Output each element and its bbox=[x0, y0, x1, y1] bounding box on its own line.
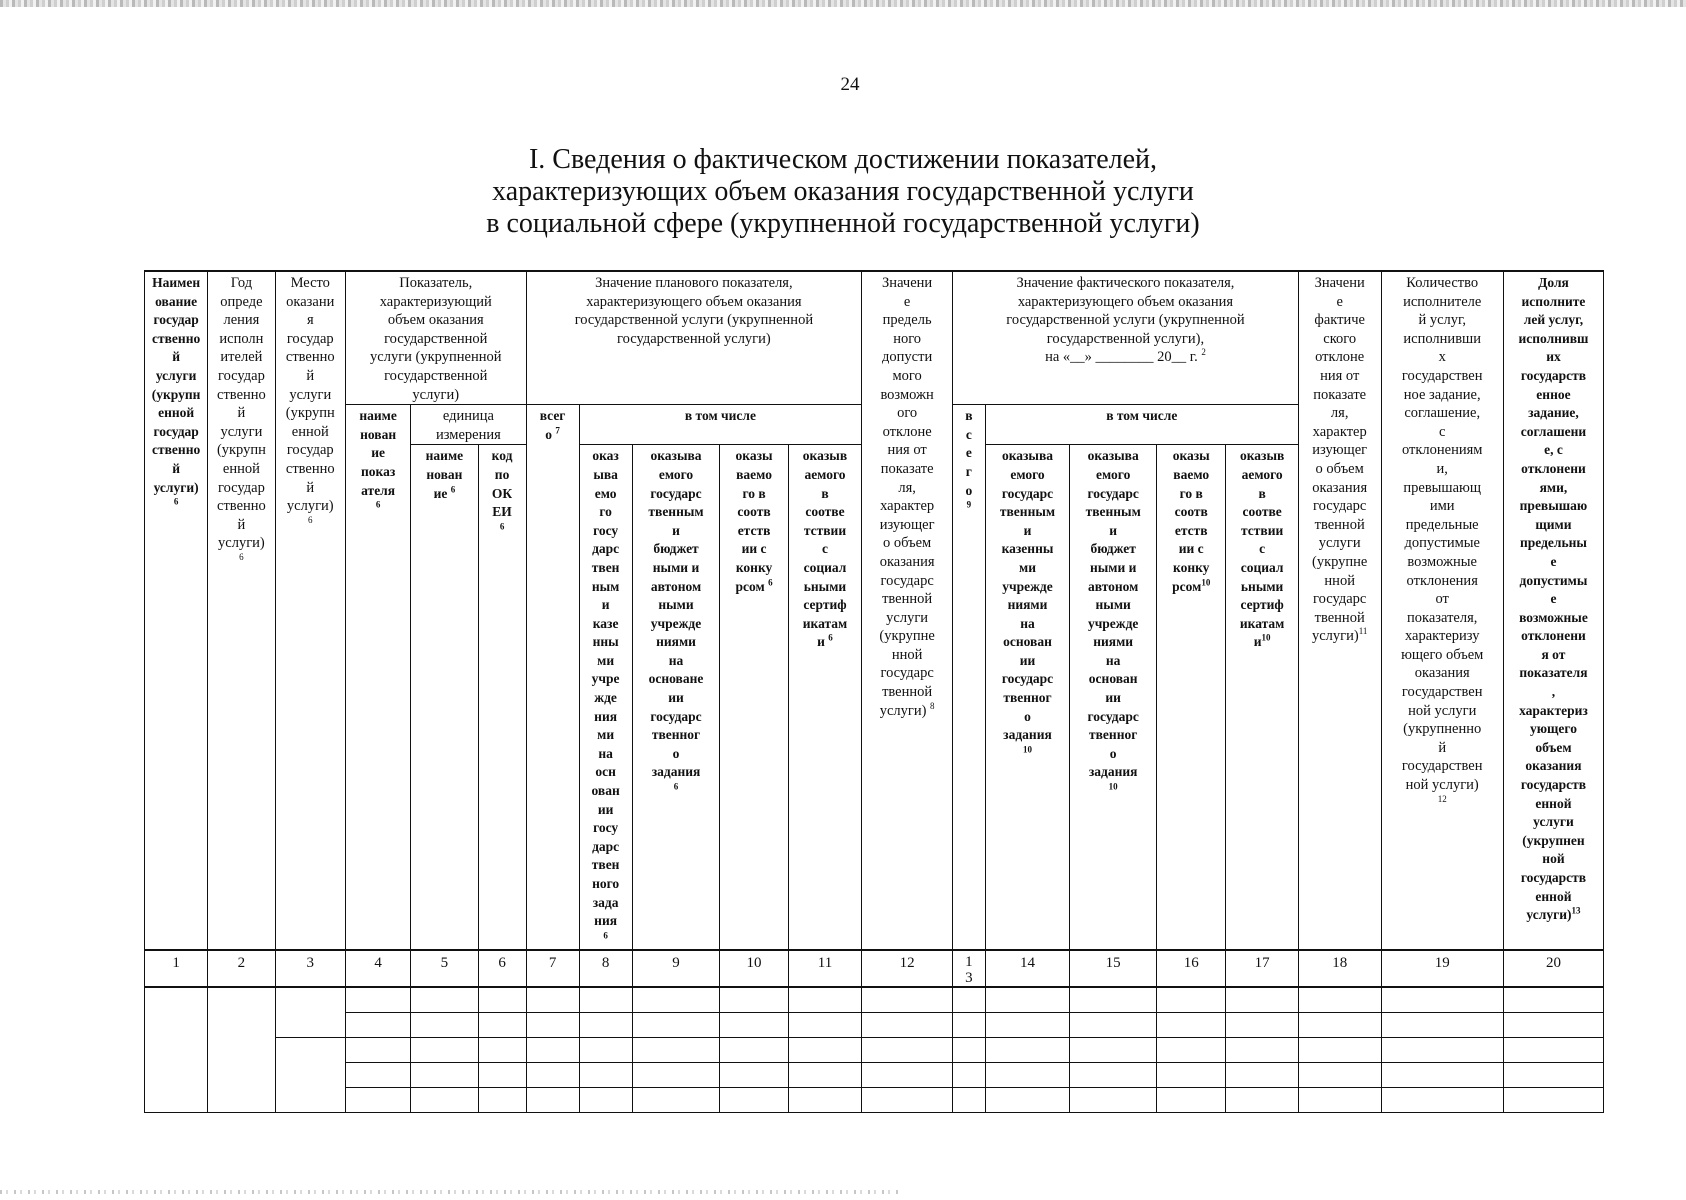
table-cell[interactable] bbox=[1298, 1038, 1381, 1063]
table-cell[interactable] bbox=[345, 987, 410, 1013]
table-cell[interactable] bbox=[720, 1063, 788, 1088]
table-cell[interactable] bbox=[1298, 987, 1381, 1013]
table-cell[interactable] bbox=[862, 1063, 953, 1088]
table-cell[interactable] bbox=[720, 1038, 788, 1063]
header-fact-state-treasury: оказыва емого государс твенным и казенны ми учрежде ниями на основан ии государс твенног о задания $^{10}$ bbox=[985, 445, 1070, 951]
table-cell[interactable] bbox=[275, 1038, 345, 1113]
table-row bbox=[145, 1088, 1604, 1113]
column-number: 2 bbox=[208, 950, 275, 987]
table-cell[interactable] bbox=[862, 987, 953, 1013]
header-performers-count: Количество исполнителе й услуг, исполнивши х государствен ное задание, соглашение, с отклонениям и, превышающ ими предельные допустимые возможные отклонения от показателя, характеризу ющего объем оказания государствен ной услуги (укрупненно й государствен ной услуги) $^{12}$ bbox=[1381, 271, 1503, 950]
header-fact-budget-autonomous: оказыва емого государс твенным и бюджет ными и автоном ными учрежде ниями на основан ии государс твенног о задания $^{10}$ bbox=[1070, 445, 1157, 951]
header-plan-total: всег о $^7$ bbox=[526, 405, 579, 951]
column-number: 11 bbox=[788, 950, 862, 987]
column-number: 18 bbox=[1298, 950, 1381, 987]
column-number: 19 bbox=[1381, 950, 1503, 987]
table-cell[interactable] bbox=[1070, 1088, 1157, 1113]
table-cell[interactable] bbox=[632, 1038, 720, 1063]
table-cell[interactable] bbox=[1070, 1063, 1157, 1088]
column-number: 10 bbox=[720, 950, 788, 987]
table-cell[interactable] bbox=[720, 1013, 788, 1038]
table-cell[interactable] bbox=[1503, 1063, 1603, 1088]
column-number: 20 bbox=[1503, 950, 1603, 987]
table-cell[interactable] bbox=[1157, 1088, 1226, 1113]
table-cell[interactable] bbox=[1381, 1013, 1503, 1038]
table-cell[interactable] bbox=[526, 1013, 579, 1038]
table-cell[interactable] bbox=[1503, 1088, 1603, 1113]
title-line: в социальной сфере (укрупненной государственной услуги) bbox=[486, 208, 1200, 239]
table-row bbox=[145, 1063, 1604, 1088]
table-cell[interactable] bbox=[526, 987, 579, 1013]
table-cell[interactable] bbox=[478, 1013, 526, 1038]
table-cell[interactable] bbox=[579, 1013, 632, 1038]
table-cell[interactable] bbox=[1503, 1038, 1603, 1063]
column-number: 14 bbox=[985, 950, 1070, 987]
column-number: 8 bbox=[579, 950, 632, 987]
header-unit-name: наиме нован ие $^6$ bbox=[411, 445, 478, 951]
table-cell[interactable] bbox=[1298, 1013, 1381, 1038]
table-cell[interactable] bbox=[411, 1063, 478, 1088]
table-cell[interactable] bbox=[788, 1063, 862, 1088]
table-cell[interactable] bbox=[1226, 987, 1298, 1013]
table-row bbox=[145, 1013, 1604, 1038]
table-cell[interactable] bbox=[345, 1038, 410, 1063]
table-cell[interactable] bbox=[1157, 1013, 1226, 1038]
table-cell[interactable] bbox=[579, 1063, 632, 1088]
header-service-name: Наимен ование государ ственно й услуги (укрупн енной государ ственно й услуги) $^6$ bbox=[145, 271, 208, 950]
table-cell[interactable] bbox=[526, 1063, 579, 1088]
table-cell[interactable] bbox=[720, 1088, 788, 1113]
table-cell[interactable] bbox=[345, 1013, 410, 1038]
table-cell[interactable] bbox=[985, 1063, 1070, 1088]
column-number: 1 bbox=[145, 950, 208, 987]
table-cell[interactable] bbox=[478, 987, 526, 1013]
fact-date: на «__» ________ 20__ г. bbox=[1045, 349, 1198, 366]
header-plan-state-treasury: оказ ыва емо го госу дарс твен ным и казе нны ми учре жде ния ми на осн ован ии госу дарс твен ного зада ния $^6$ bbox=[579, 445, 632, 951]
header-actual-deviation: Значени е фактиче ского отклоне ния от показате ля, характер изующег о объем оказания государс твенной услуги (укрупне нной государс твенной услуги)$^{11}$ bbox=[1298, 271, 1381, 950]
table-cell[interactable] bbox=[526, 1038, 579, 1063]
table-row bbox=[145, 1038, 1604, 1063]
header-indicator-group: Показатель, характеризующий объем оказания государственной услуги (укрупненной государственной услуги) bbox=[345, 271, 526, 405]
table-cell[interactable] bbox=[788, 987, 862, 1013]
table-cell[interactable] bbox=[411, 1013, 478, 1038]
table-cell[interactable] bbox=[985, 1038, 1070, 1063]
table-cell[interactable] bbox=[985, 1088, 1070, 1113]
table-cell[interactable] bbox=[788, 1038, 862, 1063]
table-cell[interactable] bbox=[788, 1013, 862, 1038]
header-fact-including: в том числе bbox=[985, 405, 1298, 445]
header-plan-including: в том числе bbox=[579, 405, 862, 445]
scan-top-edge bbox=[0, 0, 1686, 7]
header-unit-group: единица измерения bbox=[411, 405, 526, 445]
table-cell[interactable] bbox=[145, 987, 208, 1113]
table-cell[interactable] bbox=[985, 1013, 1070, 1038]
table-cell[interactable] bbox=[1157, 1063, 1226, 1088]
table-cell[interactable] bbox=[1503, 987, 1603, 1013]
table-cell[interactable] bbox=[985, 987, 1070, 1013]
table-cell[interactable] bbox=[632, 1013, 720, 1038]
scan-bottom-edge bbox=[0, 1190, 900, 1194]
table-cell[interactable] bbox=[953, 1088, 986, 1113]
header-fact-certificates: оказыв аемого в соотве тствии с социал ьными сертиф икатам $и^{10}$ bbox=[1226, 445, 1298, 951]
header-plan-group: Значение планового показателя, характеризующего объем оказания государственной услуги (укрупненной государственной услуги) bbox=[526, 271, 862, 405]
table-cell[interactable] bbox=[478, 1088, 526, 1113]
table-cell[interactable] bbox=[1226, 1063, 1298, 1088]
table-cell[interactable] bbox=[720, 987, 788, 1013]
header-okei-code: код по ОК ЕИ $^6$ bbox=[478, 445, 526, 951]
header-plan-competition: оказы ваемо го в соотв етств ии с конку рсом $^6$ bbox=[720, 445, 788, 951]
column-numbers-row bbox=[145, 950, 1604, 987]
table-cell[interactable] bbox=[1298, 1088, 1381, 1113]
table-cell[interactable] bbox=[478, 1063, 526, 1088]
table-cell[interactable] bbox=[1503, 1013, 1603, 1038]
header-fact-group: Значение фактического показателя, характеризующего объем оказания государственной услуги (укрупненной государственной услуги), на «__» ________ 20__ г. $^2$ bbox=[953, 271, 1299, 405]
table-cell[interactable] bbox=[632, 1088, 720, 1113]
table-cell[interactable] bbox=[1381, 1063, 1503, 1088]
table-cell[interactable] bbox=[1226, 1038, 1298, 1063]
table-cell[interactable] bbox=[275, 987, 345, 1038]
column-number: 4 bbox=[345, 950, 410, 987]
table-cell[interactable] bbox=[953, 1038, 986, 1063]
table-cell[interactable] bbox=[208, 987, 275, 1113]
table-cell[interactable] bbox=[1226, 1013, 1298, 1038]
header-plan-budget-autonomous: оказыва емого государс твенным и бюджет ными и автоном ными учрежде ниями на основане ии государс твенног о задания $^6$ bbox=[632, 445, 720, 951]
table-cell[interactable] bbox=[862, 1013, 953, 1038]
header-year: Год опреде ления исполн ителей государ ственно й услуги (укрупн енной государ ственно й услуги) $^6$ bbox=[208, 271, 275, 950]
table-cell[interactable] bbox=[579, 987, 632, 1013]
table-cell[interactable] bbox=[1381, 1088, 1503, 1113]
table-cell[interactable] bbox=[1070, 1013, 1157, 1038]
column-number: 7 bbox=[526, 950, 579, 987]
table-cell[interactable] bbox=[345, 1088, 410, 1113]
column-number: 12 bbox=[862, 950, 953, 987]
section-title bbox=[343, 144, 1343, 240]
table-cell[interactable] bbox=[953, 1063, 986, 1088]
table-cell[interactable] bbox=[862, 1038, 953, 1063]
table-cell[interactable] bbox=[526, 1088, 579, 1113]
table-cell[interactable] bbox=[953, 1013, 986, 1038]
column-number: 6 bbox=[478, 950, 526, 987]
header-fact-competition: оказы ваемо го в соотв етств ии с конку рсом$^{10}$ bbox=[1157, 445, 1226, 951]
table-cell[interactable] bbox=[1298, 1063, 1381, 1088]
table-cell[interactable] bbox=[579, 1088, 632, 1113]
title-line: характеризующих объем оказания государственной услуги bbox=[492, 176, 1194, 207]
column-number: 15 bbox=[1070, 950, 1157, 987]
page-number: 24 bbox=[840, 74, 860, 95]
table-row bbox=[145, 987, 1604, 1013]
column-number: 5 bbox=[411, 950, 478, 987]
column-number: 16 bbox=[1157, 950, 1226, 987]
table-cell[interactable] bbox=[632, 987, 720, 1013]
table-cell[interactable] bbox=[1157, 987, 1226, 1013]
header-plan-certificates: оказыв аемого в соотве тствии с социал ьными сертиф икатам и $^6$ bbox=[788, 445, 862, 951]
table-cell[interactable] bbox=[1381, 987, 1503, 1013]
column-number: 9 bbox=[632, 950, 720, 987]
table-cell[interactable] bbox=[632, 1063, 720, 1088]
header-performers-share: Доля исполните лей услуг, исполнивш их государств енное задание, соглашени е, с отклонени ями, превышаю щими предельны е допустимы е возможные отклонени я от показателя , характериз ующего объем оказания государств енной услуги (укрупнен ной государств енной услуги)$^{13}$ bbox=[1503, 271, 1603, 950]
header-place: Место оказани я государ ственно й услуги (укрупн енной государ ственно й услуги) $^6$ bbox=[275, 271, 345, 950]
table-cell[interactable] bbox=[1070, 987, 1157, 1013]
table-cell[interactable] bbox=[862, 1088, 953, 1113]
header-max-deviation: Значени е предель ного допусти мого возможн ого отклоне ния от показате ля, характер изующег о объем оказания государс твенной услуги (укрупне нной государс твенной услуги) $^8$ bbox=[862, 271, 953, 950]
column-number: 1 3 bbox=[953, 950, 986, 987]
column-number: 3 bbox=[275, 950, 345, 987]
table-cell[interactable] bbox=[1381, 1038, 1503, 1063]
table-cell[interactable] bbox=[1226, 1088, 1298, 1113]
table-cell[interactable] bbox=[788, 1088, 862, 1113]
table-cell[interactable] bbox=[579, 1038, 632, 1063]
table-cell[interactable] bbox=[1157, 1038, 1226, 1063]
table-cell[interactable] bbox=[953, 987, 986, 1013]
column-number: 17 bbox=[1226, 950, 1298, 987]
table-cell[interactable] bbox=[1070, 1038, 1157, 1063]
title-line: I. Сведения о фактическом достижении показателей, bbox=[528, 144, 1158, 175]
table-cell[interactable] bbox=[345, 1063, 410, 1088]
table-cell[interactable] bbox=[411, 987, 478, 1013]
table-cell[interactable] bbox=[411, 1088, 478, 1113]
header-fact-total: в с е г о $^9$ bbox=[953, 405, 986, 951]
header-indicator-name: наиме нован ие показ ателя $^6$ bbox=[345, 405, 410, 951]
table-cell[interactable] bbox=[411, 1038, 478, 1063]
table-cell[interactable] bbox=[478, 1038, 526, 1063]
indicators-table bbox=[144, 270, 1604, 1113]
